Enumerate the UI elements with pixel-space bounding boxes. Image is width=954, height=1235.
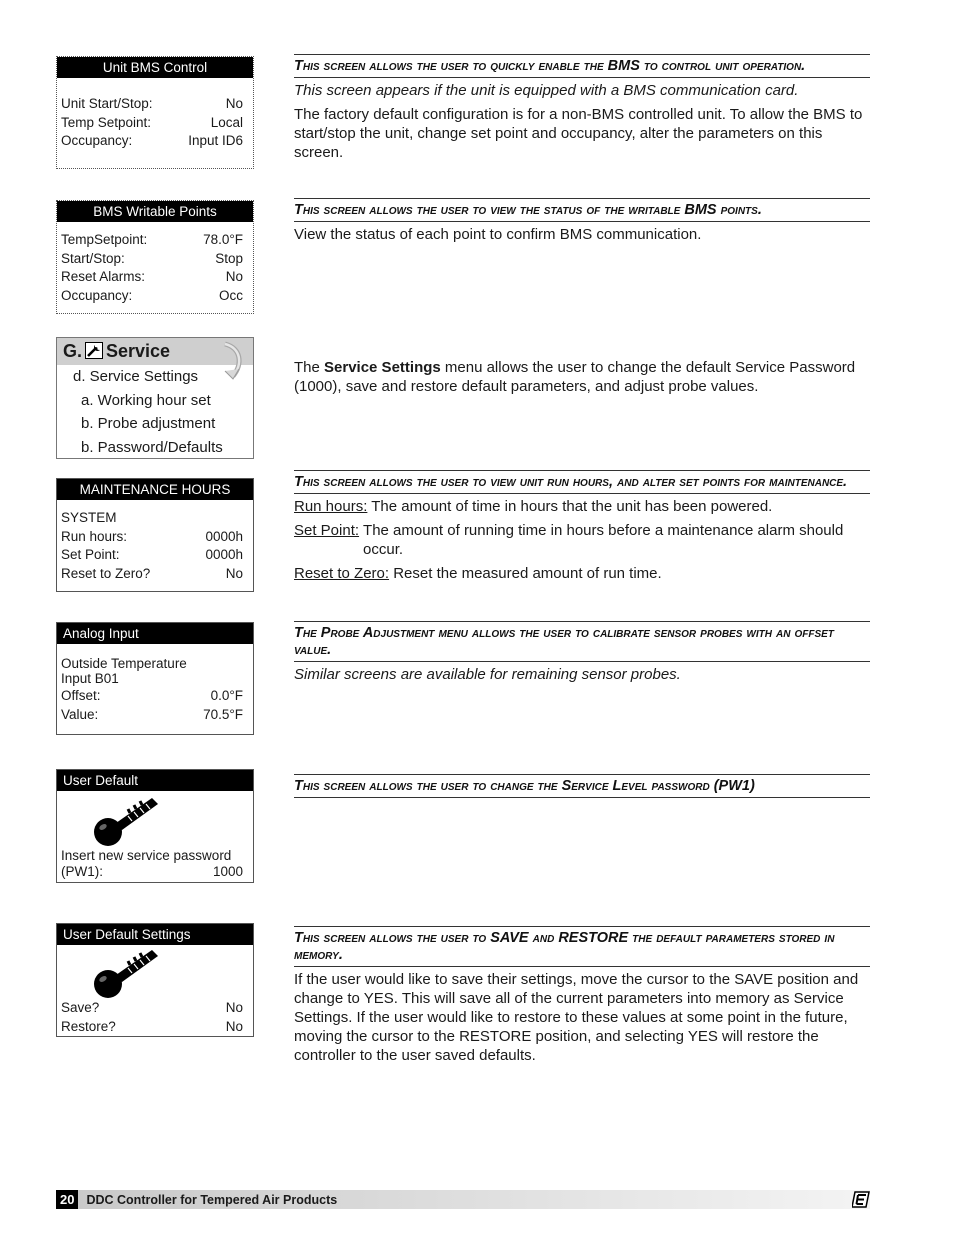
service-wrench-icon: [85, 342, 103, 359]
section-heading: This screen allows the user to change the Service Level password (PW1): [294, 774, 870, 798]
bms-writable-points-panel: [56, 200, 254, 314]
service-menu-header: G. Service: [57, 338, 253, 365]
section-body: View the status of each point to confirm BMS communication.: [294, 226, 702, 243]
section-heading: This screen allows the user to quickly enable the BMS to control unit operation.: [294, 54, 870, 78]
probe-section: [294, 621, 870, 684]
password-section: [294, 774, 870, 798]
back-arrow-icon[interactable]: [219, 340, 247, 382]
occupancy-row[interactable]: Occupancy: Input ID6: [61, 133, 243, 148]
probe-input: Input B01: [61, 670, 119, 686]
page-number: 20: [56, 1190, 78, 1209]
section-body: The Service Settings menu allows the user to change the default Service Password (1000), save and restore default parameters, and adjust probe values.: [294, 359, 856, 395]
bms-writable-section: [294, 198, 870, 244]
password-row[interactable]: (PW1): 1000: [61, 863, 243, 879]
run-hours-row: Run hours: 0000h: [61, 528, 243, 544]
maintenance-section: [294, 470, 870, 583]
brand-logo-icon: [852, 1191, 870, 1208]
service-section: [294, 354, 870, 396]
key-icon: [90, 946, 162, 1002]
temp-setpoint-row: TempSetpoint: 78.0°F: [61, 232, 243, 247]
footer-title: DDC Controller for Tempered Air Products: [86, 1192, 338, 1207]
section-heading: The Probe Adjustment menu allows the user to calibrate sensor probes with an offset value.: [294, 621, 870, 662]
probe-name: Outside Temperature: [61, 656, 187, 671]
bms-control-section: [294, 54, 870, 162]
service-menu: [56, 337, 254, 459]
reset-to-zero-row[interactable]: Reset to Zero? No: [61, 565, 243, 581]
section-heading: This screen allows the user to view unit run hours, and alter set points for maintenance.: [294, 470, 870, 494]
section-note: This screen appears if the unit is equipped with a BMS communication card.: [294, 82, 799, 99]
unit-start-stop-row[interactable]: Unit Start/Stop: No: [61, 96, 243, 111]
offset-row[interactable]: Offset: 0.0°F: [61, 688, 243, 703]
reset-alarms-row: Reset Alarms: No: [61, 269, 243, 284]
panel-title: User Default Settings: [57, 924, 253, 945]
password-prompt: Insert new service password: [61, 848, 232, 863]
panel-title: Analog Input: [57, 623, 253, 644]
menu-item-probe-adjustment[interactable]: b. Probe adjustment: [81, 415, 216, 432]
menu-item-password-defaults[interactable]: b. Password/Defaults: [81, 438, 223, 456]
section-note: Similar screens are available for remaining sensor probes.: [294, 666, 681, 683]
temp-setpoint-row[interactable]: Temp Setpoint: Local: [61, 114, 243, 130]
menu-item-service-settings[interactable]: d. Service Settings: [73, 368, 199, 385]
analog-input-panel: [56, 622, 254, 735]
run-hours-definition: Run hours: The amount of time in hours that the unit has been powered.: [294, 498, 773, 515]
panel-title: MAINTENANCE HOURS: [57, 479, 253, 500]
occupancy-row: Occupancy: Occ: [61, 287, 243, 303]
reset-to-zero-definition: Reset to Zero: Reset the measured amount of run time.: [294, 565, 662, 582]
menu-item-working-hour-set[interactable]: a. Working hour set: [81, 391, 211, 409]
panel-title: User Default: [57, 770, 253, 791]
system-label: SYSTEM: [61, 510, 117, 525]
value-row: Value: 70.5°F: [61, 706, 243, 722]
key-icon: [90, 794, 162, 850]
section-heading: This screen allows the user to SAVE and RESTORE the default parameters stored in memory.: [294, 926, 870, 967]
start-stop-row: Start/Stop: Stop: [61, 250, 243, 266]
save-row[interactable]: Save? No: [61, 1000, 243, 1015]
unit-bms-control-panel: [56, 56, 254, 169]
section-body: The factory default configuration is for a non-BMS controlled unit. To allow the BMS to start/stop the unit, change set point and occupancy, alter the parameters on this screen.: [294, 106, 863, 161]
set-point-row[interactable]: Set Point: 0000h: [61, 547, 243, 562]
set-point-definition: Set Point: The amount of running time in hours before a maintenance alarm should occur.: [294, 522, 844, 558]
panel-title: BMS Writable Points: [57, 201, 253, 222]
panel-title: Unit BMS Control: [57, 57, 253, 78]
save-restore-section: [294, 926, 870, 1065]
maintenance-hours-panel: [56, 478, 254, 592]
section-heading: This screen allows the user to view the status of the writable BMS points.: [294, 198, 870, 222]
section-body: If the user would like to save their settings, move the cursor to the SAVE position and change to YES. This will save all of the current parameters into memory as Service Settings. If the user would like to restore to these values at some point in the future, moving the cursor to the RESTORE position, and selecting YES will restore the controller to the user saved defaults.: [294, 971, 859, 1064]
restore-row[interactable]: Restore? No: [61, 1018, 243, 1034]
page-footer: [56, 1190, 870, 1209]
